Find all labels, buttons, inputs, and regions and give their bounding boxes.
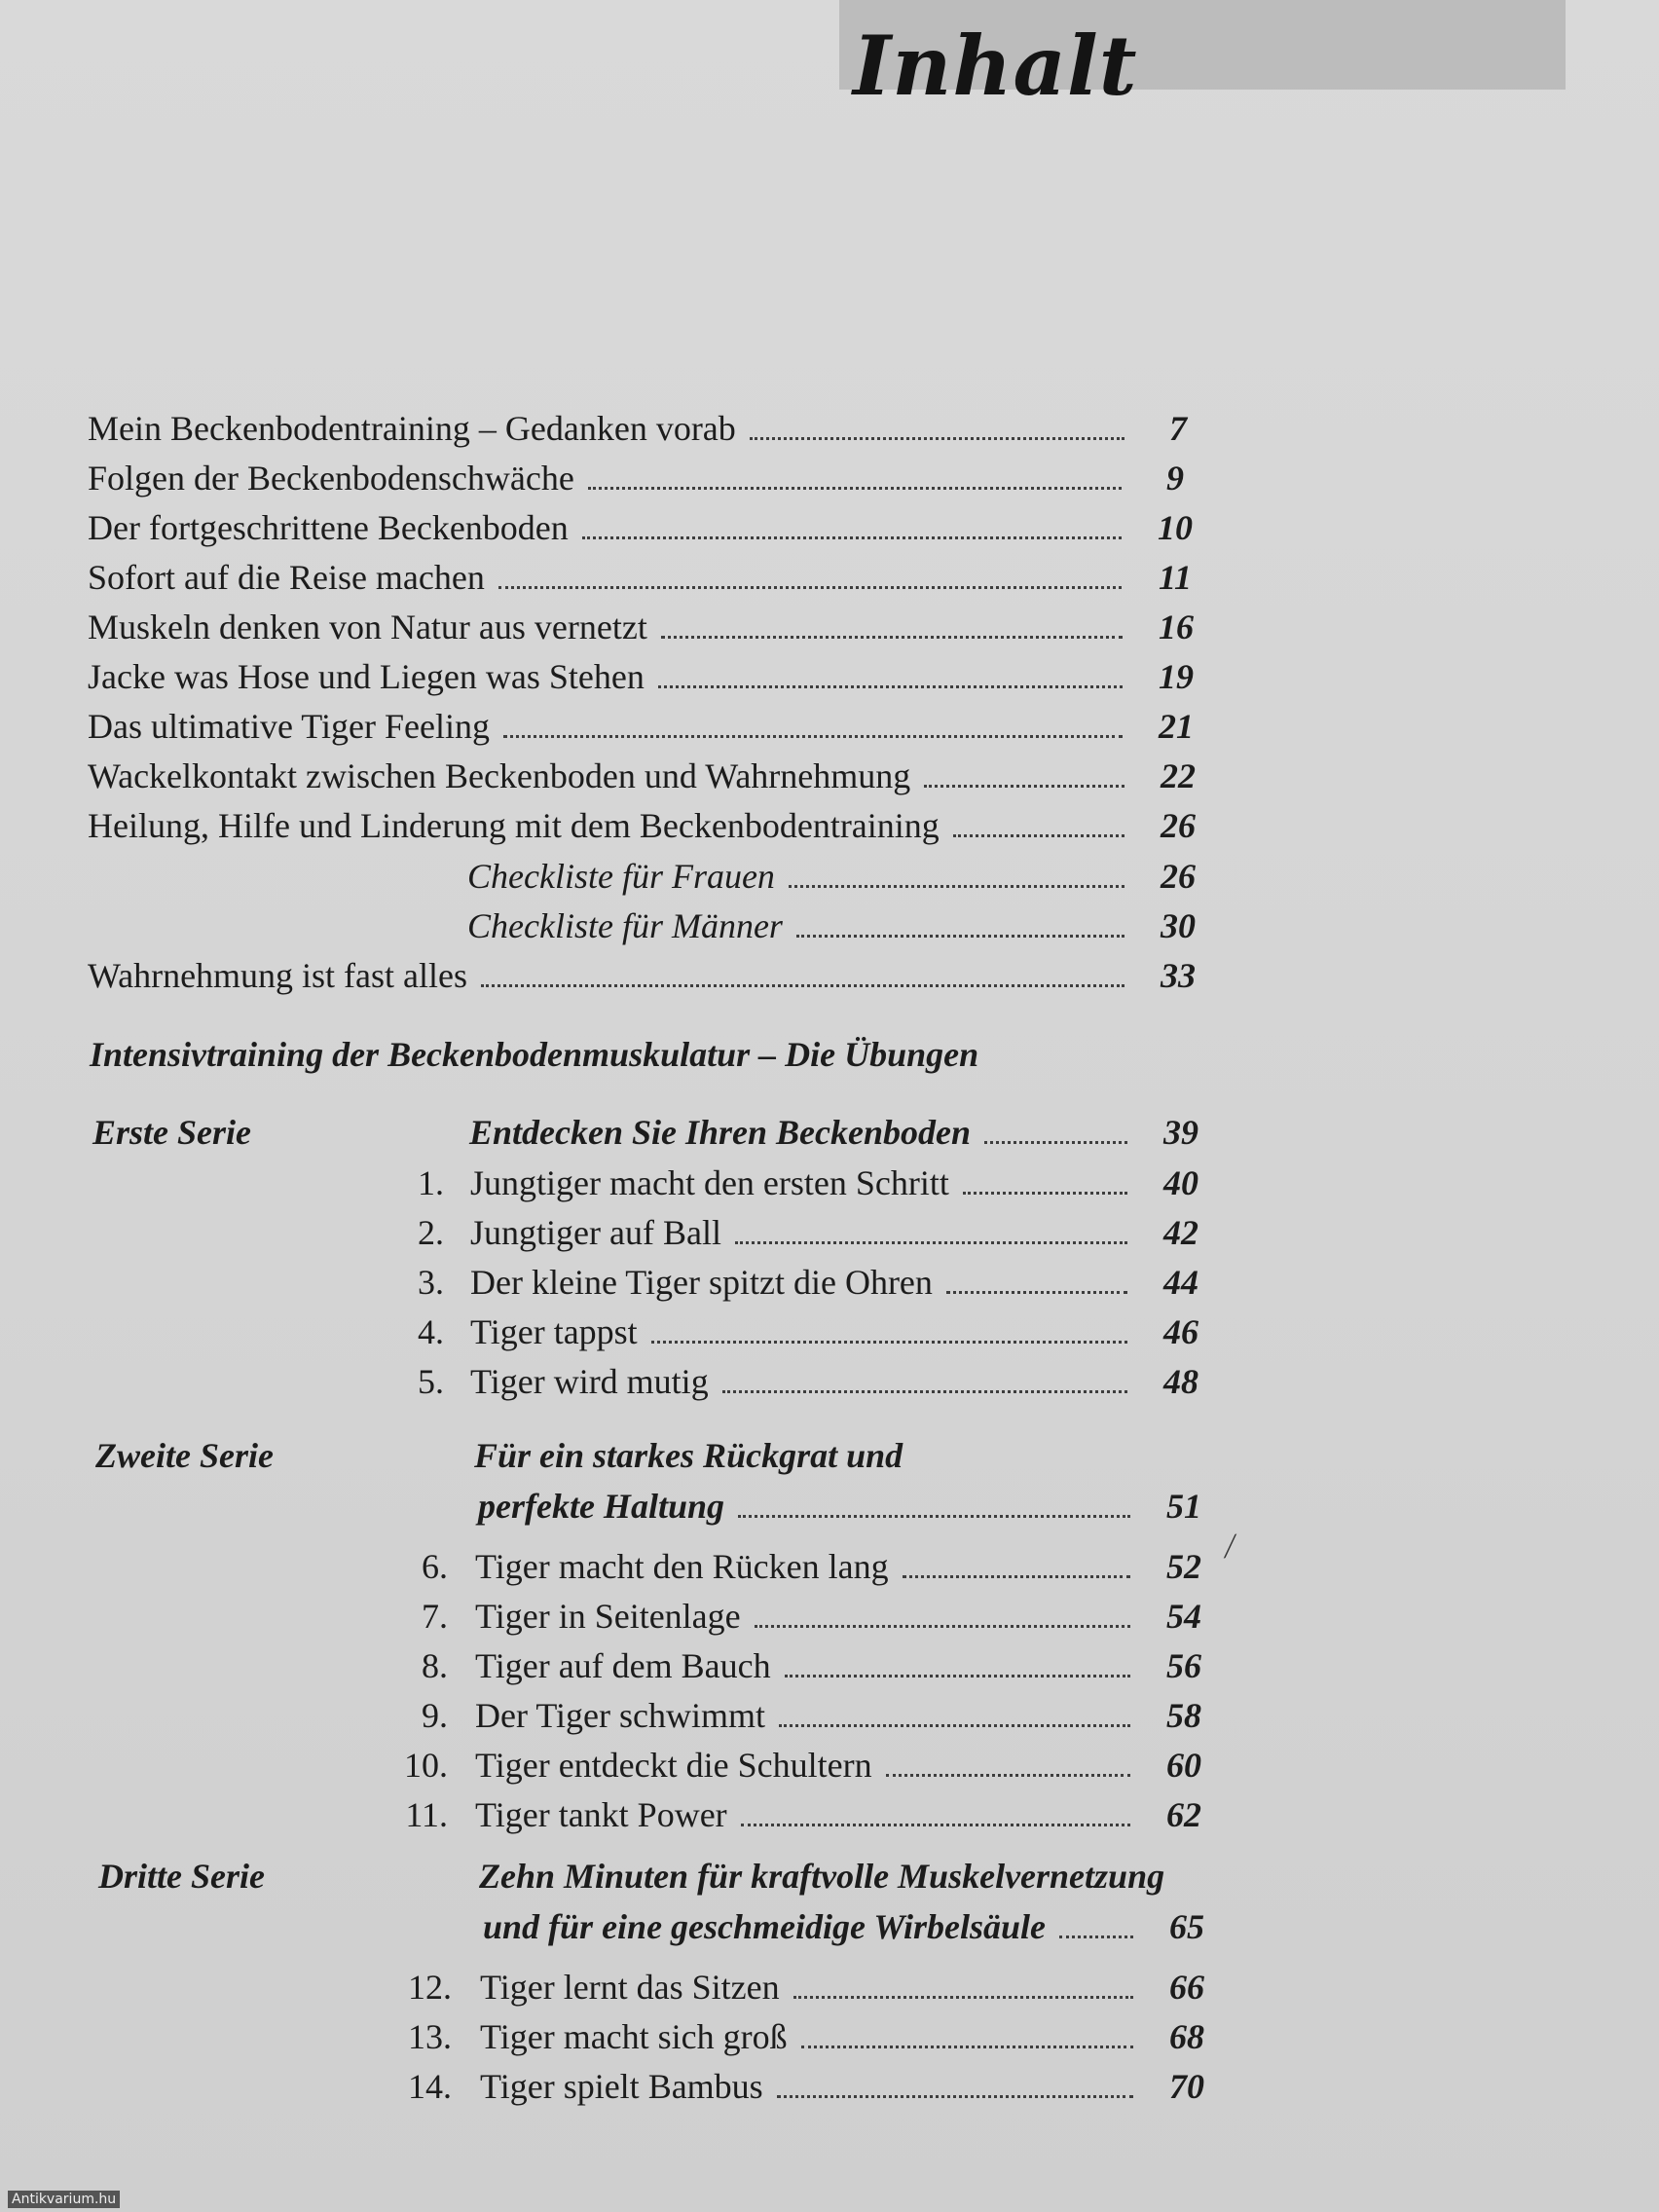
dot-leader [658,685,1123,688]
exercise-entry [0,2012,1659,2061]
toc-entry [0,503,1659,552]
exercise-number: 10. [404,1746,448,1785]
exercise-title: Tiger macht sich groß [480,2017,788,2056]
dot-leader [793,1996,1133,1999]
series-heading [0,1431,1659,1480]
entry-title: Checkliste für Frauen [467,857,775,896]
exercise-title: Tiger tankt Power [475,1795,727,1834]
page-number: 26 [1161,806,1196,845]
dot-leader [741,1824,1130,1826]
page-number: 58 [1166,1696,1201,1735]
page-number: 26 [1161,857,1196,896]
exercise-title: Jungtiger macht den ersten Schritt [470,1163,949,1202]
page-number: 30 [1161,906,1196,945]
exercise-entry [0,1741,1659,1789]
dot-leader [963,1192,1127,1195]
toc-entry [0,404,1659,453]
entry-title: Mein Beckenbodentraining – Gedanken vorab [88,409,736,448]
dot-leader [735,1241,1127,1244]
dot-leader [498,586,1122,589]
exercise-entry [0,1357,1659,1406]
exercise-entry [0,1542,1659,1591]
page-number: 7 [1169,409,1187,448]
exercise-title: Tiger tappst [470,1312,638,1351]
section-heading [0,1030,1659,1079]
toc-entry [0,702,1659,751]
dot-leader [755,1625,1130,1628]
watermark-footer: Antikvarium.hu [8,2191,120,2208]
exercise-title: Tiger auf dem Bauch [475,1646,771,1685]
entry-title: Checkliste für Männer [467,906,783,945]
dot-leader [924,785,1124,788]
series-heading-line [0,1902,1659,1951]
dot-leader [722,1390,1127,1393]
exercise-number: 9. [422,1696,448,1735]
page-number: 60 [1166,1746,1201,1785]
exercise-entry [0,2062,1659,2111]
page-number: 52 [1166,1547,1201,1586]
entry-title: Das ultimative Tiger Feeling [88,707,490,746]
toc-entry [0,801,1659,850]
page-number: 42 [1163,1213,1198,1252]
dot-leader [738,1515,1130,1518]
page-number: 65 [1169,1907,1204,1946]
toc-entry [0,951,1659,1000]
toc-subentry [0,852,1659,901]
toc-entry [0,454,1659,502]
page-number: 33 [1161,956,1196,995]
dot-leader [651,1341,1127,1344]
exercise-number: 2. [418,1213,444,1252]
series-label: Erste Serie [92,1113,252,1152]
exercise-number: 6. [422,1547,448,1586]
dot-leader [1059,1936,1133,1938]
dot-leader [801,2046,1133,2048]
exercise-title: Tiger entdeckt die Schultern [475,1746,872,1785]
page-number: 11 [1158,558,1192,597]
entry-title: Sofort auf die Reise machen [88,558,485,597]
entry-title: Muskeln denken von Natur aus vernetzt [88,608,647,646]
dot-leader [661,636,1123,639]
dot-leader [946,1291,1127,1294]
dot-leader [886,1774,1130,1777]
entry-title: Der fortgeschrittene Beckenboden [88,508,569,547]
entry-title: Folgen der Beckenbodenschwäche [88,459,574,498]
page-number: 10 [1158,508,1193,547]
exercise-number: 8. [422,1646,448,1685]
exercise-entry [0,1963,1659,2011]
dot-leader [953,834,1124,837]
page-number: 39 [1163,1113,1198,1152]
exercise-title: Jungtiger auf Ball [470,1213,721,1252]
exercise-title: Tiger macht den Rücken lang [475,1547,889,1586]
exercise-title: Der kleine Tiger spitzt die Ohren [470,1263,933,1302]
exercise-entry [0,1790,1659,1839]
series-label: Dritte Serie [98,1857,265,1896]
exercise-entry [0,1208,1659,1257]
series-title: Für ein starkes Rückgrat und [474,1436,903,1475]
entry-title: Heilung, Hilfe und Linderung mit dem Beckenbodentraining [88,806,940,845]
series-heading-line [0,1482,1659,1530]
exercise-number: 12. [408,1968,452,2007]
toc-entry [0,752,1659,800]
exercise-entry [0,1592,1659,1641]
dot-leader [779,1724,1130,1727]
exercise-number: 14. [408,2067,452,2106]
exercise-number: 13. [408,2017,452,2056]
series-title: Zehn Minuten für kraftvolle Muskelvernetzung [479,1857,1165,1896]
page-number: 66 [1169,1968,1204,2007]
exercise-entry [0,1258,1659,1307]
page-number: 51 [1166,1487,1201,1526]
page-title: Inhalt [853,18,1138,114]
entry-title: Wahrnehmung ist fast alles [88,956,468,995]
series-heading [0,1852,1659,1900]
toc-entry [0,553,1659,602]
series-title: und für eine geschmeidige Wirbelsäule [483,1907,1047,1946]
exercise-entry [0,1691,1659,1740]
exercise-number: 1. [418,1163,444,1202]
dot-leader [903,1575,1130,1578]
exercise-number: 5. [418,1362,444,1401]
dot-leader [503,735,1123,738]
page-number: 70 [1169,2067,1204,2106]
toc-entry [0,603,1659,651]
dot-leader [785,1675,1130,1677]
exercise-title: Tiger spielt Bambus [480,2067,763,2106]
page-number: 56 [1166,1646,1201,1685]
exercise-number: 4. [418,1312,444,1351]
dot-leader [984,1141,1127,1144]
exercise-entry [0,1308,1659,1356]
exercise-number: 7. [422,1597,448,1636]
entry-title: Wackelkontakt zwischen Beckenboden und Wahrnehmung [88,756,911,795]
page-number: 68 [1169,2017,1204,2056]
dot-leader [582,536,1122,539]
page-number: 21 [1159,707,1194,746]
page-number: 44 [1163,1263,1198,1302]
exercise-entry [0,1159,1659,1207]
exercise-number: 11. [405,1795,448,1834]
dot-leader [750,437,1124,440]
series-title: Entdecken Sie Ihren Beckenboden [469,1113,972,1152]
series-heading [0,1108,1659,1157]
entry-title: Jacke was Hose und Liegen was Stehen [88,657,645,696]
dot-leader [796,935,1124,938]
exercise-title: Der Tiger schwimmt [475,1696,766,1735]
page-number: 48 [1163,1362,1198,1401]
page-number: 22 [1161,756,1196,795]
page-number: 9 [1166,459,1184,498]
series-title: perfekte Haltung [478,1487,724,1526]
dot-leader [789,885,1124,888]
series-label: Zweite Serie [95,1436,274,1475]
page-number: 40 [1163,1163,1198,1202]
dot-leader [481,984,1124,987]
exercise-number: 3. [418,1263,444,1302]
page-number: 19 [1159,657,1194,696]
page-number: 62 [1166,1795,1201,1834]
exercise-title: Tiger lernt das Sitzen [480,1968,780,2007]
toc-entry [0,652,1659,701]
page-number: 46 [1163,1312,1198,1351]
page-number: 16 [1159,608,1194,646]
page-number: 54 [1166,1597,1201,1636]
toc-subentry [0,902,1659,950]
pen-mark: ⟋ [1216,1529,1244,1565]
dot-leader [777,2095,1133,2098]
exercise-title: Tiger in Seitenlage [475,1597,741,1636]
dot-leader [588,487,1122,490]
section-heading-text: Intensivtraining der Beckenbodenmuskulatur – Die Übungen [90,1035,979,1074]
exercise-entry [0,1641,1659,1690]
exercise-title: Tiger wird mutig [470,1362,709,1401]
